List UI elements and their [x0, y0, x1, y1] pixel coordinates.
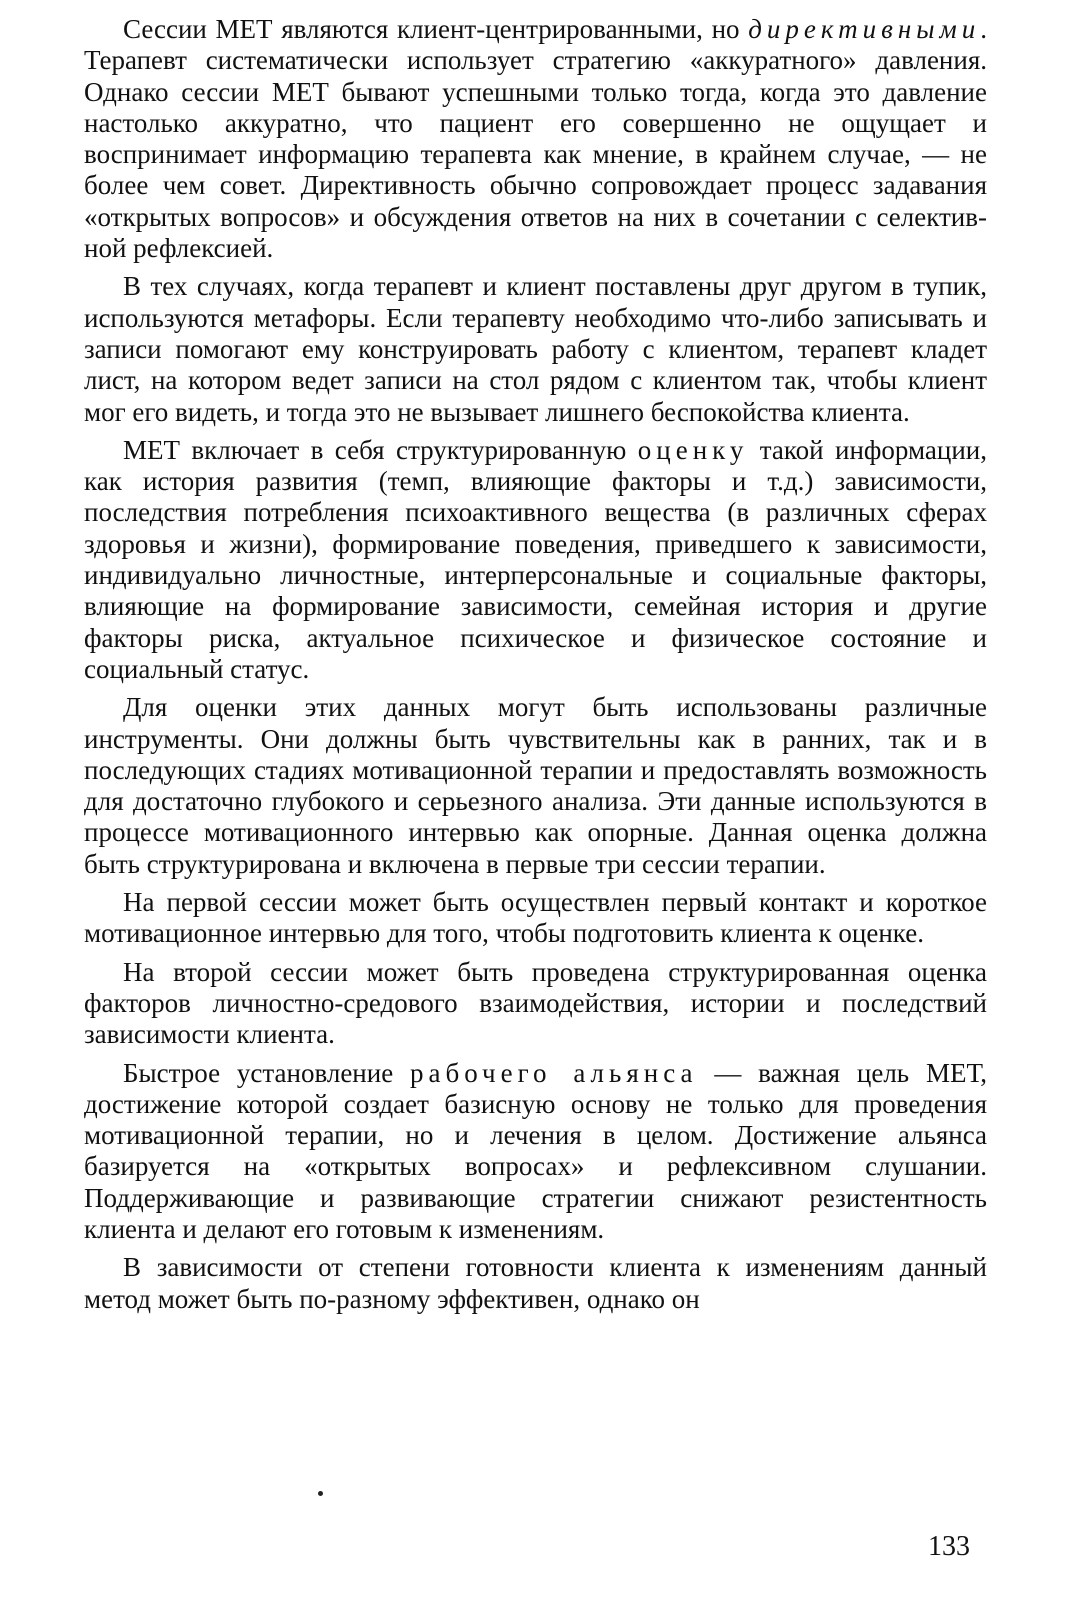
paragraph-6-part-1: На второй сессии может быть проведена структурированная оценка факторов личностно-средового взаимодействия, истории и последствий зависимости клиента. — [84, 956, 987, 1050]
paragraph-7-part-1: Быстрое установление — [123, 1057, 411, 1088]
paragraph-1-part-3: . Терапевт систематически использует стратегию «аккуратного» давления. Однако сессии МЕТ бывают успешными только тогда, когда это давление настолько аккуратно, что пациент его совершенно не ощущает и воспринимает информацию терапевта как мнение, в крайнем случае, — не более чем совет. Директивность обычно сопровождает процесс задавания «открытых вопросов» и обсуждения ответов на них в сочетании с селективной рефлексией. — [84, 14, 987, 264]
paragraph-8 — [84, 1252, 987, 1315]
print-speck — [318, 1491, 323, 1496]
paragraph-7 — [84, 1058, 987, 1246]
paragraph-3-emphasis-assessment: оценку — [637, 434, 749, 465]
paragraph-1-part-1: Сессии МЕТ являются клиент-центрированными, но — [123, 14, 749, 44]
paragraph-6 — [84, 957, 987, 1051]
paragraph-4-part-1: Для оценки этих данных могут быть использованы различные инструменты. Они должны быть чувствительны как в ранних, так и в последующих стадиях мотивационной терапии и предоставлять возможность для достаточно глубокого и серьезного анализа. Эти данные используются в процессе мотивационного интервью как опорные. Данная оценка должна быть структурирована и включена в первые три сессии терапии. — [84, 692, 987, 879]
paragraph-7-part-3: — важная цель МЕТ, достижение которой создает базисную основу не только для проведения мотивационной терапии, но и лечения в целом. Достижение альянса базируется на «открытых вопросах» и рефлексивном слушании. Поддерживающие и развивающие стратегии снижают резистентность клиента и делают его готовым к изменениям. — [84, 1057, 987, 1244]
paragraph-3-part-3: такой информации, как история развития (темп, влияющие факторы и т.д.) зависимости, последствия потребления психоактивного вещества (в различных сферах здоровья и жизни), формирование поведения, приведшего к зависимости, индивидуально личностные, интерперсональные и социальные факторы, влияющие на формирование зависимости, семейная история и другие факторы риска, актуальное психическое и физическое состояние и социальный статус. — [84, 434, 987, 684]
paragraph-5-part-1: На первой сессии может быть осуществлен первый контакт и короткое мотивационное интервью для того, чтобы подготовить клиента к оценке. — [84, 887, 987, 949]
paragraph-2 — [84, 271, 987, 427]
paragraph-1 — [84, 14, 987, 264]
paragraph-3 — [84, 435, 987, 685]
paragraph-7-emphasis-alliance: рабочего альянса — [410, 1057, 698, 1088]
paragraph-8-part-1: В зависимости от степени готовности клиента к изменениям данный метод может быть по-разному эффективен, однако он — [84, 1252, 987, 1314]
paragraph-2-part-1: В тех случаях, когда терапевт и клиент поставлены друг другом в тупик, используются метафоры. Если терапевту необходимо что-либо записывать и записи помогают ему конструировать работу с клиентом, терапевт кладет лист, на котором ведет записи на стол рядом с клиентом так, чтобы клиент мог его видеть, и тогда это не вызывает лишнего беспокойства клиента. — [84, 271, 987, 427]
paragraph-5 — [84, 887, 987, 950]
page-number: 133 — [928, 1531, 970, 1562]
page-body — [84, 14, 987, 1322]
paragraph-4 — [84, 692, 987, 880]
paragraph-1-emphasis-directive: директивными — [748, 14, 981, 44]
paragraph-3-part-1: МЕТ включает в себя структурированную — [123, 434, 638, 465]
